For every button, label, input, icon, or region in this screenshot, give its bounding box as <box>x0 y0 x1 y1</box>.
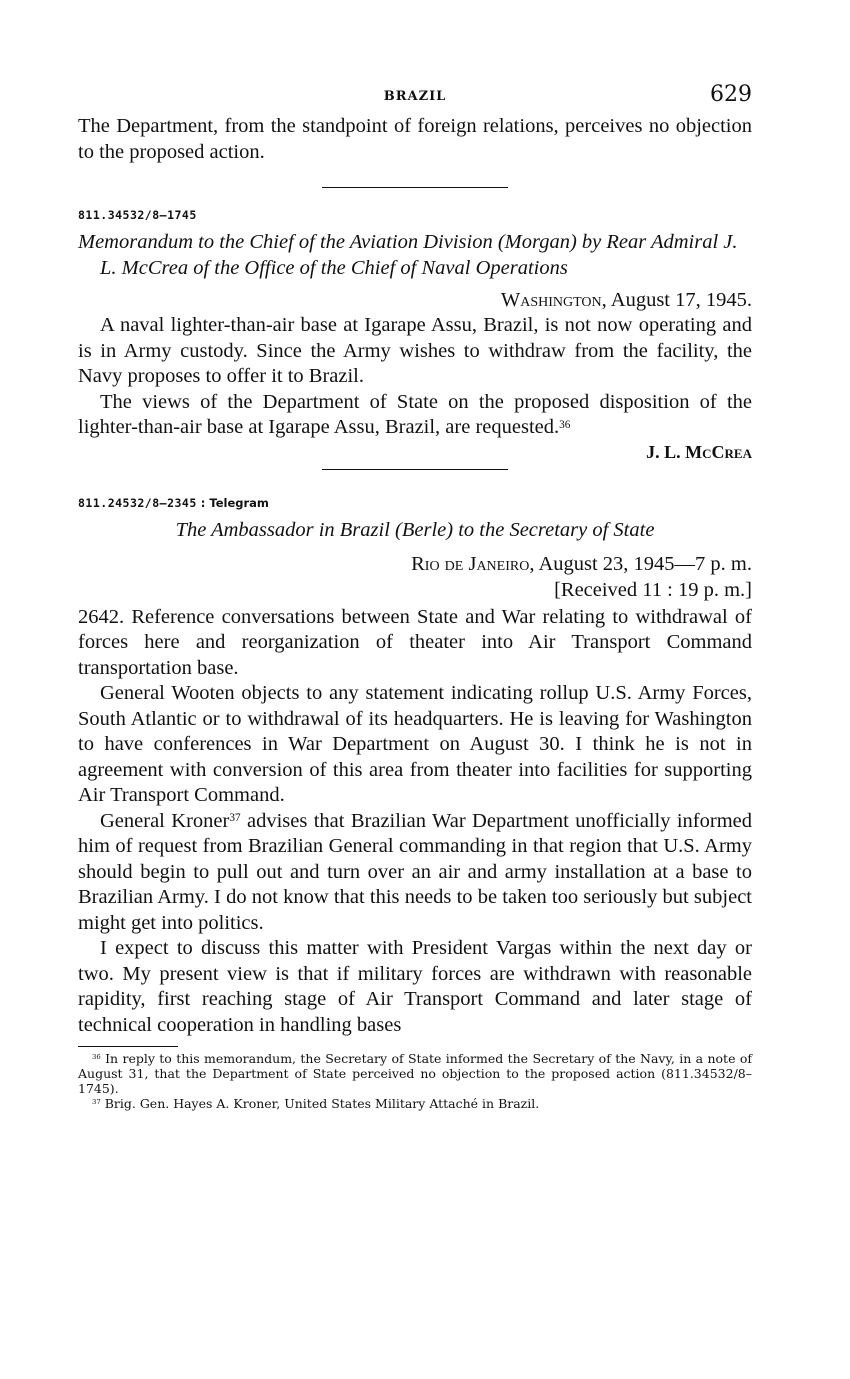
telegram-paragraph: I expect to discuss this matter with President Vargas within the next day or two. My present view is that if military forces are withdrawn with reasonable rapidity, first reaching stage of Air Transport Command and later stage of technical cooperation in handling bases <box>78 937 752 1036</box>
memo-dateline <box>78 287 752 313</box>
footnote-marker: 36 <box>92 1052 101 1061</box>
footnote-marker: 37 <box>92 1097 101 1106</box>
footnotes <box>78 1051 752 1111</box>
telegram-paragraph: 2642. Reference conversations between State and War relating to withdrawal of forces here and reorganization of theater into Air Transport Command transportation base. <box>78 605 752 679</box>
telegram-file-reference <box>78 492 752 511</box>
footnote-text: In reply to this memorandum, the Secretary of State informed the Secretary of the Navy, in a note of August 31, that the Department of State perceived no objection to the proposed action (811.34532/8–1745). <box>78 1051 752 1096</box>
memo-title: Memorandum to the Chief of the Aviation Division (Morgan) by Rear Admiral J. L. McCrea of the Office of the Chief of Naval Operations <box>78 231 738 279</box>
footnote-reference-37: 37 <box>229 812 241 825</box>
telegram-paragraph: General Wooten objects to any statement indicating rollup U.S. Army Forces, South Atlantic or to withdrawal of its headquarters. He is leaving for Washington to have conferences in War Department on August 30. I think he is not in agreement with conversion of this area from theater into facilities for supporting Air Transport Command. <box>78 682 752 806</box>
running-title: BRAZIL <box>383 89 447 104</box>
telegram-dateline-place: Rio de Janeiro <box>411 552 530 575</box>
footnote-reference-36: 36 <box>559 418 571 431</box>
telegram-received: [Received 11 : 19 p. m.] <box>554 578 752 601</box>
telegram-paragraph <box>78 809 752 937</box>
telegram-section <box>78 492 752 1039</box>
telegram-dateline-time: , August 23, 1945—7 p. m. <box>529 552 752 575</box>
footnote-text: Brig. Gen. Hayes A. Kroner, United States Military Attaché in Brazil. <box>104 1096 540 1111</box>
document-page <box>78 80 752 1111</box>
memo-dateline-place: Washington <box>500 289 602 311</box>
memo-signature: J. L. McCrea <box>646 441 752 462</box>
telegram-dateline <box>78 551 752 577</box>
telegram-title: The Ambassador in Brazil (Berle) to the Secretary of State <box>175 518 655 541</box>
section-divider <box>322 187 508 188</box>
page-number: 629 <box>710 82 752 107</box>
memo-file-reference: 811.34532/8–1745 <box>78 208 197 222</box>
section-divider <box>322 469 508 470</box>
memo-paragraph-text: The views of the Department of State on the proposed disposition of the lighter-than-air base at Igarape Assu, Brazil, are requested. <box>78 390 752 438</box>
footnote-36 <box>78 1051 752 1096</box>
memo-section <box>78 208 752 463</box>
telegram-file-suffix: : Telegram <box>196 495 269 510</box>
opening-paragraph: The Department, from the standpoint of foreign relations, perceives no objection to the proposed action. <box>78 115 752 163</box>
memo-paragraph <box>78 390 752 441</box>
memo-paragraph: A naval lighter-than-air base at Igarape Assu, Brazil, is not now operating and is in Army custody. Since the Army wishes to withdraw from the facility, the Navy proposes to offer it to Brazil. <box>78 314 752 387</box>
telegram-file-number: 811.24532/8–2345 <box>78 495 197 510</box>
running-head <box>78 80 752 114</box>
memo-dateline-date: , August 17, 1945. <box>601 289 752 311</box>
footnote-divider <box>78 1046 178 1047</box>
footnote-37 <box>78 1096 752 1111</box>
kroner-text-before: General Kroner <box>100 809 230 832</box>
kroner-text-after: advises that Brazilian War Department unofficially informed him of request from Brazilian General commanding in that region that U.S. Army should begin to pull out and turn over an air and army installation at a base to Brazilian Army. I do not know that this needs to be taken too seriously but subject might get into politics. <box>78 809 752 934</box>
